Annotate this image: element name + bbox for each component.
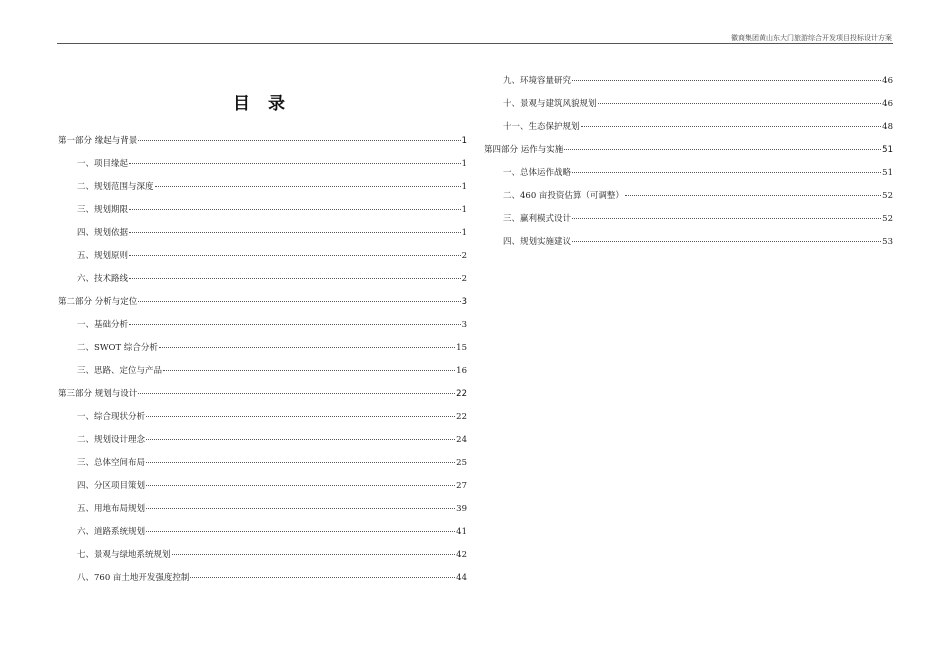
toc-entry-page-number: 3 [461,297,467,307]
toc-section-entry[interactable] [58,180,467,203]
dot-leader [146,531,455,532]
toc-section-entry[interactable] [58,456,467,479]
toc-entry-page-number: 51 [882,145,893,155]
toc-entry-page-number: 1 [461,136,467,146]
toc-entry-page-number: 2 [461,251,467,261]
dot-leader [581,126,882,127]
toc-entry-page-number: 39 [456,504,467,514]
toc-entry-page-number: 42 [456,550,467,560]
toc-entry-page-number: 46 [882,99,893,109]
toc-entry-label: 三、总体空间布局 [77,458,146,468]
toc-entry-page-number: 41 [456,527,467,537]
toc-title: 目 录 [233,94,291,114]
dot-leader [572,80,881,81]
dot-leader [598,103,882,104]
dot-leader [129,278,461,279]
dot-leader [625,195,881,196]
toc-entry-page-number: 52 [882,191,893,201]
dot-leader [138,301,460,302]
toc-entry-label: 十、景观与建筑风貌规划 [503,99,597,109]
toc-entry-label: 二、规划范围与深度 [77,182,154,192]
toc-part-entry[interactable] [58,134,467,157]
toc-section-entry[interactable] [484,166,893,189]
dot-leader [129,324,461,325]
toc-entry-label: 一、综合现状分析 [77,412,146,422]
toc-entry-page-number: 48 [882,122,893,132]
dot-leader [129,163,461,164]
toc-left-column [58,134,467,594]
toc-entry-page-number: 27 [456,481,467,491]
toc-entry-page-number: 51 [882,168,893,178]
dot-leader [159,347,455,348]
toc-section-entry[interactable] [58,502,467,525]
toc-section-entry[interactable] [58,479,467,502]
toc-entry-label: 第一部分 缘起与背景 [58,136,138,146]
dot-leader [138,393,455,394]
toc-entry-page-number: 44 [456,573,467,583]
toc-entry-page-number: 15 [456,343,467,353]
toc-entry-label: 七、景观与绿地系统规划 [77,550,171,560]
dot-leader [172,554,456,555]
toc-entry-label: 二、规划设计理念 [77,435,146,445]
dot-leader [138,140,460,141]
dot-leader [146,485,455,486]
toc-entry-page-number: 1 [461,182,467,192]
toc-entry-label: 一、总体运作战略 [503,168,572,178]
dot-leader [129,209,461,210]
dot-leader [155,186,461,187]
toc-entry-label: 六、技术路线 [77,274,129,284]
dot-leader [146,439,455,440]
running-header: 徽商集团黄山东大门旅游综合开发项目投标设计方案 [731,34,892,42]
dot-leader [146,508,455,509]
toc-entry-page-number: 1 [461,228,467,238]
toc-entry-label: 第三部分 规划与设计 [58,389,138,399]
toc-section-entry[interactable] [58,157,467,180]
toc-entry-label: 第四部分 运作与实施 [484,145,564,155]
dot-leader [572,172,881,173]
toc-entry-label: 十一、生态保护规划 [503,122,580,132]
dot-leader [129,232,461,233]
toc-entry-page-number: 16 [456,366,467,376]
toc-entry-label: 六、道路系统规划 [77,527,146,537]
toc-section-entry[interactable] [58,272,467,295]
toc-entry-page-number: 22 [456,412,467,422]
toc-entry-label: 二、460 亩投资估算（可调整） [503,191,624,201]
toc-entry-label: 一、基础分析 [77,320,129,330]
toc-entry-page-number: 3 [461,320,467,330]
toc-section-entry[interactable] [58,226,467,249]
toc-entry-label: 五、规划原则 [77,251,129,261]
toc-section-entry[interactable] [58,410,467,433]
toc-part-entry[interactable] [58,295,467,318]
toc-entry-label: 三、规划期限 [77,205,129,215]
toc-entry-page-number: 2 [461,274,467,284]
toc-section-entry[interactable] [58,203,467,226]
toc-entry-page-number: 25 [456,458,467,468]
toc-entry-page-number: 22 [456,389,467,399]
dot-leader [572,241,881,242]
toc-entry-label: 九、环境容量研究 [503,76,572,86]
toc-section-entry[interactable] [484,74,893,97]
toc-entry-label: 三、思路、定位与产品 [77,366,163,376]
toc-section-entry[interactable] [58,571,467,594]
toc-entry-label: 三、赢利模式设计 [503,214,572,224]
toc-entry-label: 二、SWOT 综合分析 [77,343,158,353]
toc-entry-label: 一、项目缘起 [77,159,129,169]
toc-section-entry[interactable] [58,249,467,272]
toc-entry-label: 第二部分 分析与定位 [58,297,138,307]
toc-section-entry[interactable] [58,364,467,387]
dot-leader [564,149,881,150]
toc-section-entry[interactable] [58,433,467,456]
dot-leader [129,255,461,256]
header-rule [57,43,893,44]
toc-entry-page-number: 52 [882,214,893,224]
dot-leader [146,462,455,463]
toc-entry-label: 四、规划依据 [77,228,129,238]
dot-leader [146,416,455,417]
toc-entry-label: 四、分区项目策划 [77,481,146,491]
toc-section-entry[interactable] [58,548,467,571]
toc-section-entry[interactable] [484,120,893,143]
toc-right-column [484,74,893,258]
toc-entry-label: 四、规划实施建议 [503,237,572,247]
toc-section-entry[interactable] [58,525,467,548]
toc-section-entry[interactable] [484,212,893,235]
toc-entry-page-number: 1 [461,159,467,169]
toc-entry-page-number: 1 [461,205,467,215]
toc-entry-page-number: 53 [882,237,893,247]
toc-part-entry[interactable] [484,143,893,166]
toc-entry-label: 五、用地布局规划 [77,504,146,514]
toc-entry-label: 八、760 亩土地开发强度控制 [77,573,190,583]
toc-section-entry[interactable] [58,318,467,341]
toc-section-entry[interactable] [484,189,893,212]
toc-part-entry[interactable] [58,387,467,410]
toc-section-entry[interactable] [484,97,893,120]
dot-leader [163,370,455,371]
toc-entry-page-number: 24 [456,435,467,445]
toc-entry-page-number: 46 [882,76,893,86]
toc-section-entry[interactable] [58,341,467,364]
dot-leader [572,218,881,219]
dot-leader [190,577,455,578]
toc-section-entry[interactable] [484,235,893,258]
